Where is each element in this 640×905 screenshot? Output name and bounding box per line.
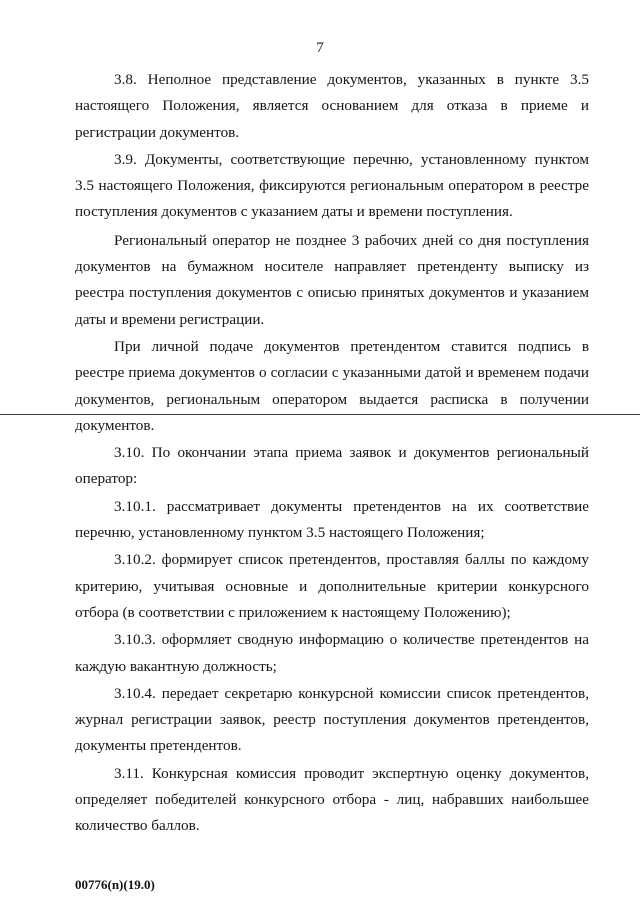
paragraph-3-9: 3.9. Документы, соответствующие перечню, установленному пунктом 3.5 настоящего Положения, фиксируются региональным оператором в реестре поступления документов с указанием даты и времени поступления. — [75, 150, 589, 221]
paragraph-registration-extract: Региональный оператор не позднее 3 рабочих дней со дня поступления документов на бумажном носителе направляет претенденту выписку из реестра поступления документов с описью принятых документов и указанием даты и времени регистрации. — [75, 231, 589, 328]
footer-document-code: 00776(n)(19.0) — [75, 877, 155, 892]
scan-divider-line — [0, 414, 640, 415]
paragraph-3-10-4: 3.10.4. передает секретарю конкурсной комиссии список претендентов, журнал регистрации заявок, реестр поступления документов претендентов, документы претендентов. — [75, 684, 589, 755]
paragraph-personal-submission: При личной подаче документов претендентом ставится подпись в реестре приема документов о согласии с указанными датой и временем подачи документов, региональным оператором выдается расписка в получении документов. — [75, 337, 589, 434]
document-body — [75, 67, 589, 840]
paragraph-3-10: 3.10. По окончании этапа приема заявок и документов региональный оператор: — [75, 444, 589, 488]
paragraph-3-10-3: 3.10.3. оформляет сводную информацию о количестве претендентов на каждую вакантную должность; — [75, 631, 589, 675]
paragraph-3-10-1: 3.10.1. рассматривает документы претендентов на их соответствие перечню, установленному пунктом 3.5 настоящего Положения; — [75, 497, 589, 542]
page-number: 7 — [316, 40, 324, 56]
paragraph-3-11: 3.11. Конкурсная комиссия проводит экспертную оценку документов, определяет победителей конкурсного отбора - лиц, набравших наибольшее количество баллов. — [75, 764, 589, 835]
paragraph-3-8: 3.8. Неполное представление документов, указанных в пункте 3.5 настоящего Положения, является основанием для отказа в приеме и регистрации документов. — [75, 71, 589, 141]
paragraph-3-10-2: 3.10.2. формирует список претендентов, проставляя баллы по каждому критерию, учитывая основные и дополнительные критерии конкурсного отбора (в соответствии с приложением к настоящему Положению); — [75, 551, 589, 621]
